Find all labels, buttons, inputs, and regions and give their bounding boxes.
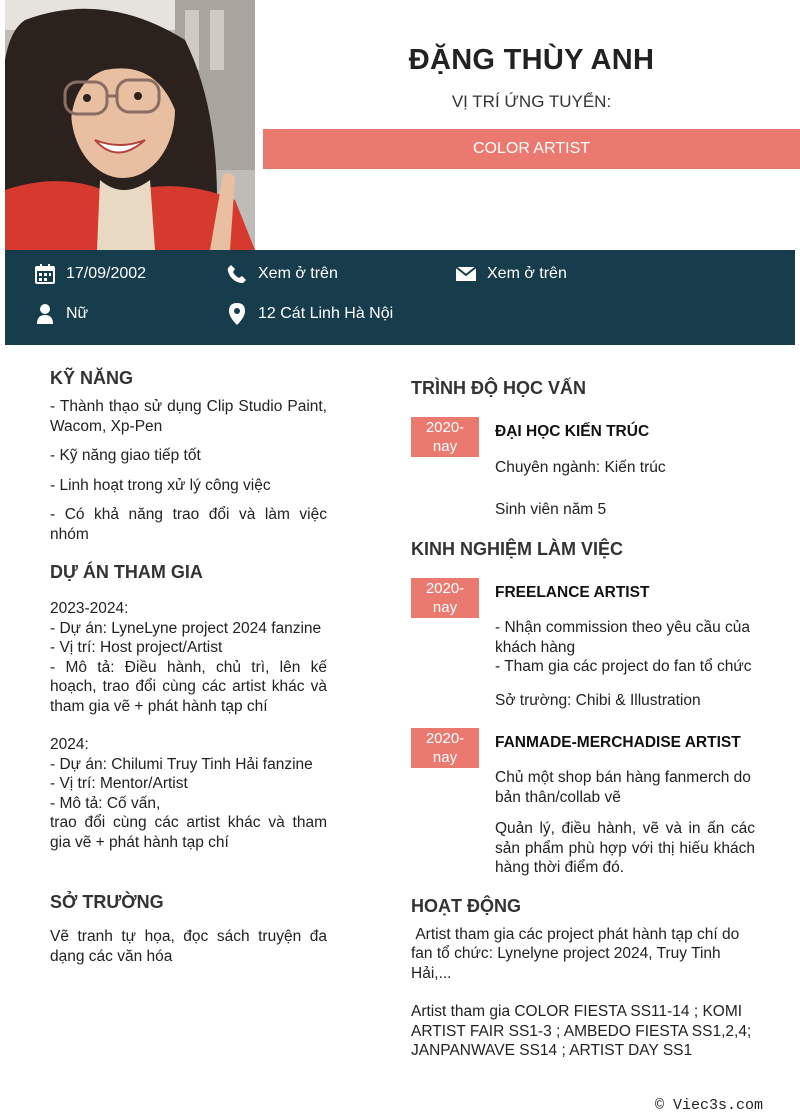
right-column bbox=[411, 378, 755, 1061]
profile-photo bbox=[5, 0, 255, 250]
activities-text: Artist tham gia các project phát hành tạp chí do fan tổ chức: Lynelyne project 2024, Truy Tinh Hải,... bbox=[411, 925, 744, 982]
left-column bbox=[50, 368, 327, 966]
job-title: FANMADE-MERCHADISE ARTIST bbox=[495, 734, 741, 751]
period-badge: 2020- nay bbox=[411, 728, 479, 768]
education-major: Chuyên ngành: Kiến trúc bbox=[495, 459, 666, 476]
footer-watermark: © Viec3s.com bbox=[654, 1097, 763, 1114]
email-text: Xem ở trên bbox=[487, 265, 567, 282]
job-entry bbox=[411, 578, 755, 710]
strengths-title: SỞ TRƯỜNG bbox=[50, 892, 164, 912]
contact-info-bar bbox=[5, 250, 795, 345]
project-block: 2024: - Dự án: Chilumi Truy Tinh Hải fanzine - Vị trí: Mentor/Artist - Mô tả: Cố vấn, trao đổi cùng các artist khác và tham gia vẽ + phát hành tạp chí bbox=[50, 736, 327, 851]
activities-title: HOẠT ĐỘNG bbox=[411, 895, 521, 916]
skill-item: - Thành thạo sử dụng Clip Studio Paint, Wacom, Xp-Pen bbox=[50, 398, 327, 435]
job-entry bbox=[411, 728, 755, 878]
skills-title: KỸ NĂNG bbox=[50, 368, 134, 388]
birthday-item bbox=[34, 263, 146, 285]
phone-icon bbox=[226, 263, 248, 285]
birthday-text: 17/09/2002 bbox=[66, 265, 147, 282]
candidate-name: ĐẶNG THÙY ANH bbox=[408, 44, 655, 76]
gender-item bbox=[34, 303, 88, 325]
address-text: 12 Cát Linh Hà Nội bbox=[258, 305, 394, 322]
job-extra: Sở trường: Chibi & Illustration bbox=[495, 691, 701, 709]
job-title: FREELANCE ARTIST bbox=[495, 584, 650, 601]
gender-text: Nữ bbox=[66, 305, 89, 322]
skill-item: - Linh hoạt trong xử lý công việc bbox=[50, 476, 271, 494]
phone-item bbox=[226, 263, 338, 285]
projects-title: DỰ ÁN THAM GIA bbox=[50, 562, 203, 582]
location-pin-icon bbox=[226, 303, 248, 325]
person-icon bbox=[34, 303, 56, 325]
period-badge: 2020- nay bbox=[411, 417, 479, 457]
experience-title: KINH NGHIỆM LÀM VIỆC bbox=[411, 539, 624, 559]
education-title: TRÌNH ĐỘ HỌC VẤN bbox=[411, 378, 586, 398]
skill-item: - Có khả năng trao đổi và làm việc nhóm bbox=[50, 506, 327, 543]
envelope-icon bbox=[455, 263, 477, 285]
cv-header bbox=[5, 0, 795, 250]
calendar-icon bbox=[34, 263, 56, 285]
strengths-text: Vẽ tranh tự họa, đọc sách truyện đa dạng các văn hóa bbox=[50, 928, 327, 965]
job-extra: Quản lý, điều hành, vẽ và in ấn các sản phẩm phù hợp với thị hiếu khách hàng thời điểm đó. bbox=[495, 820, 755, 876]
phone-text: Xem ở trên bbox=[258, 265, 338, 282]
project-block: 2023-2024: - Dự án: LyneLyne project 2024 fanzine - Vị trí: Host project/Artist - Mô tả: Điều hành, chủ trì, lên kế hoạch, trao đổi cùng các artist khác và tham gia vẽ + phát hành tạp chí bbox=[50, 600, 327, 715]
job-description: - Nhận commission theo yêu cầu của khách hàng - Tham gia các project do fan tổ chức bbox=[495, 619, 752, 675]
education-entry bbox=[411, 417, 755, 519]
email-item bbox=[455, 263, 567, 285]
school-name: ĐẠI HỌC KIẾN TRÚC bbox=[495, 423, 650, 440]
period-badge: 2020- nay bbox=[411, 578, 479, 618]
job-description: Chủ một shop bán hàng fanmerch do bản thân/collab vẽ bbox=[495, 769, 751, 806]
activities-text: Artist tham gia COLOR FIESTA SS11-14 ; KOMI ARTIST FAIR SS1-3 ; AMBEDO FIESTA SS1,2,4; JANPANWAVE SS14 ; ARTIST DAY SS1 bbox=[411, 1003, 752, 1059]
address-item bbox=[226, 303, 393, 325]
education-status: Sinh viên năm 5 bbox=[495, 500, 607, 518]
position-value: COLOR ARTIST bbox=[263, 129, 800, 169]
skill-item: - Kỹ năng giao tiếp tốt bbox=[50, 447, 201, 464]
position-label: VỊ TRÍ ỨNG TUYỂN: bbox=[451, 92, 612, 111]
